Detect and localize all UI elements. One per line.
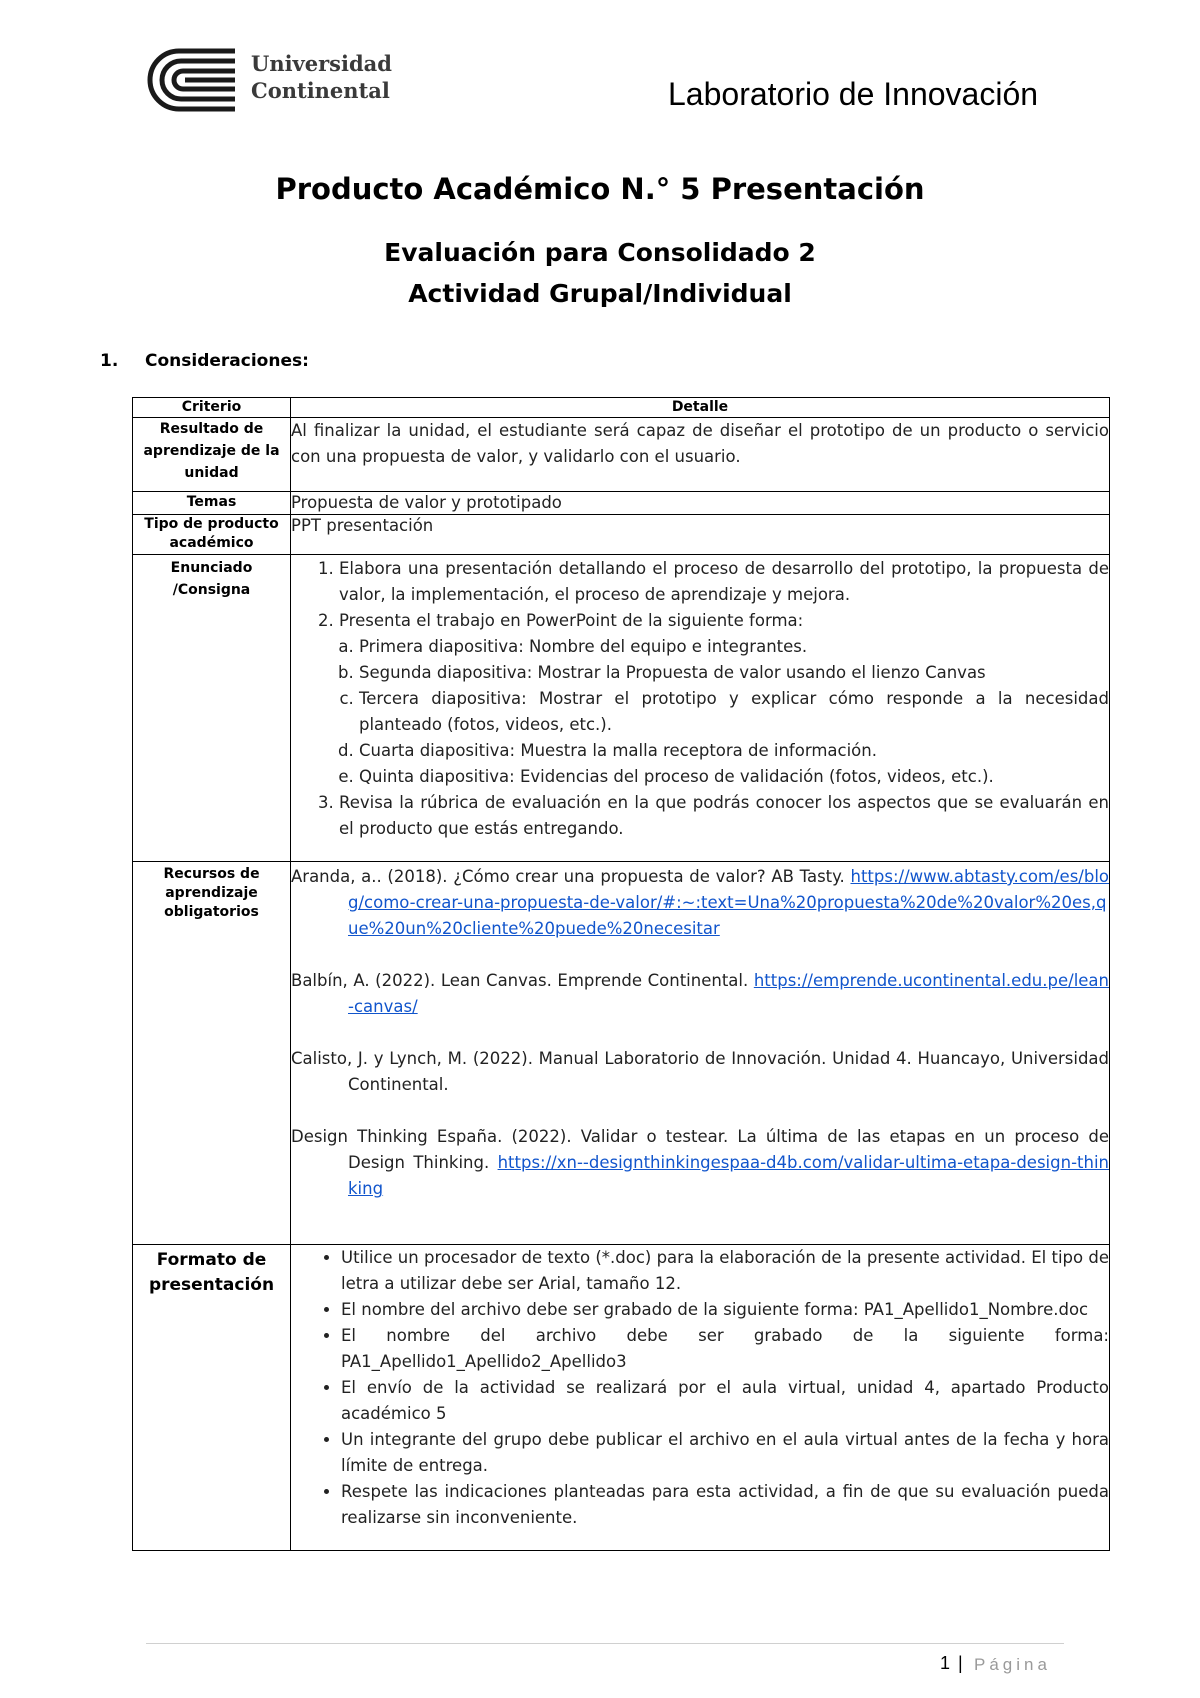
reference-design-thinking-link[interactable]: https://xn--designthinkingespaa-d4b.com/validar-ultima-etapa-design-thinking — [348, 1153, 1109, 1198]
table-row — [133, 418, 1110, 492]
reference-design-thinking — [291, 1124, 1109, 1202]
enunciado-item-1: 1. Elabora una presentación detallando el proceso de desarrollo del prototipo, la propuesta de valor, la implementación, el proceso de aprendizaje y mejora. — [339, 556, 1109, 608]
document-subtitle-1: Evaluación para Consolidado 2 — [384, 238, 816, 267]
criterio-temas: Temas — [133, 492, 291, 515]
page-number: 1 — [940, 1653, 951, 1673]
formato-item-2: • El nombre del archivo debe ser grabado de la siguiente forma: PA1_Apellido1_Nombre.doc — [341, 1297, 1109, 1323]
table-row — [133, 555, 1110, 862]
considerations-table — [132, 397, 1110, 1551]
table-row — [133, 862, 1110, 1245]
table-row — [133, 515, 1110, 555]
detalle-tipo: PPT presentación — [291, 515, 1110, 555]
enunciado-sublist — [339, 634, 1109, 790]
criterio-formato: Formato de presentación — [133, 1245, 291, 1551]
header-detalle: Detalle — [291, 398, 1110, 418]
logo-wordmark — [251, 50, 392, 104]
criterio-enunciado: Enunciado /Consigna — [133, 555, 291, 862]
logo-line-2: Continental — [251, 78, 390, 103]
enunciado-item-2-text: Presenta el trabajo en PowerPoint de la siguiente forma: — [339, 611, 804, 630]
reference-balbin-link[interactable]: https://emprende.ucontinental.edu.pe/lean-canvas/ — [348, 971, 1109, 1016]
formato-item-3: • El nombre del archivo debe ser grabado de la siguiente forma: PA1_Apellido1_Apellido2_Apellido3 — [341, 1323, 1109, 1375]
reference-aranda-link[interactable]: https://www.abtasty.com/es/blog/como-crear-una-propuesta-de-valor/#:~:text=Una%20propuesta%20de%20valor%20es,que%20un%20cliente%20puede%20necesitar — [348, 867, 1110, 938]
reference-aranda-text: Aranda, a.. (2018). ¿Cómo crear una propuesta de valor? AB Tasty. — [291, 867, 845, 886]
document-subtitle-2: Actividad Grupal/Individual — [408, 279, 792, 308]
page-label: Página — [974, 1655, 1051, 1674]
enunciado-subitem-e: e. Quinta diapositiva: Evidencias del proceso de validación (fotos, videos, etc.). — [359, 764, 1109, 790]
enunciado-subitem-b: b. Segunda diapositiva: Mostrar la Propuesta de valor usando el lienzo Canvas — [359, 660, 1109, 686]
logo-line-1: Universidad — [251, 51, 392, 76]
criterio-tipo: Tipo de producto académico — [133, 515, 291, 555]
enunciado-subitem-c: c. Tercera diapositiva: Mostrar el prototipo y explicar cómo responde a la necesidad planteado (fotos, videos, etc.). — [359, 686, 1109, 738]
section-number: 1. — [100, 351, 119, 371]
section-heading: Consideraciones: — [145, 351, 309, 371]
formato-item-6: • Respete las indicaciones planteadas para esta actividad, a fin de que su evaluación pueda realizarse sin inconveniente. — [341, 1479, 1109, 1531]
reference-balbin — [291, 968, 1109, 1020]
detalle-formato — [291, 1245, 1110, 1551]
table-row — [133, 492, 1110, 515]
reference-balbin-text: Balbín, A. (2022). Lean Canvas. Emprende Continental. — [291, 971, 749, 990]
reference-aranda — [291, 864, 1109, 942]
detalle-temas: Propuesta de valor y prototipado — [291, 492, 1110, 515]
footer-divider — [146, 1643, 1064, 1644]
detalle-enunciado — [291, 555, 1110, 862]
reference-design-thinking-text: Design Thinking España. (2022). Validar o testear. La última de las etapas en un proceso de Design Thinking. — [291, 1127, 1109, 1172]
formato-item-4: • El envío de la actividad se realizará por el aula virtual, unidad 4, apartado Producto académico 5 — [341, 1375, 1109, 1427]
formato-list — [291, 1245, 1109, 1531]
detalle-resultado: Al finalizar la unidad, el estudiante será capaz de diseñar el prototipo de un producto o servicio con una propuesta de valor, y validarlo con el usuario. — [291, 418, 1110, 492]
continental-c-logo-icon — [145, 46, 237, 114]
detalle-recursos — [291, 862, 1110, 1245]
enunciado-item-2 — [339, 608, 1109, 790]
header-title: Laboratorio de Innovación — [668, 76, 1039, 112]
document-title: Producto Académico N.° 5 Presentación — [275, 172, 925, 206]
formato-item-5: • Un integrante del grupo debe publicar el archivo en el aula virtual antes de la fecha y hora límite de entrega. — [341, 1427, 1109, 1479]
table-row — [133, 1245, 1110, 1551]
formato-item-1: • Utilice un procesador de texto (*.doc) para la elaboración de la presente actividad. El tipo de letra a utilizar debe ser Arial, tamaño 12. — [341, 1245, 1109, 1297]
page-separator: | — [958, 1653, 963, 1673]
reference-calisto: Calisto, J. y Lynch, M. (2022). Manual Laboratorio de Innovación. Unidad 4. Huancayo, Universidad Continental. — [291, 1049, 1109, 1094]
enunciado-subitem-a: a. Primera diapositiva: Nombre del equipo e integrantes. — [359, 634, 1109, 660]
table-header-row — [133, 398, 1110, 418]
enunciado-subitem-d: d. Cuarta diapositiva: Muestra la malla receptora de información. — [359, 738, 1109, 764]
criterio-recursos: Recursos de aprendizaje obligatorios — [133, 862, 291, 1245]
header-criterio: Criterio — [133, 398, 291, 418]
university-logo — [145, 46, 395, 114]
enunciado-item-3: 3. Revisa la rúbrica de evaluación en la que podrás conocer los aspectos que se evaluarán en el producto que estás entregando. — [339, 790, 1109, 842]
criterio-resultado: Resultado de aprendizaje de la unidad — [133, 418, 291, 492]
enunciado-list — [291, 556, 1109, 842]
